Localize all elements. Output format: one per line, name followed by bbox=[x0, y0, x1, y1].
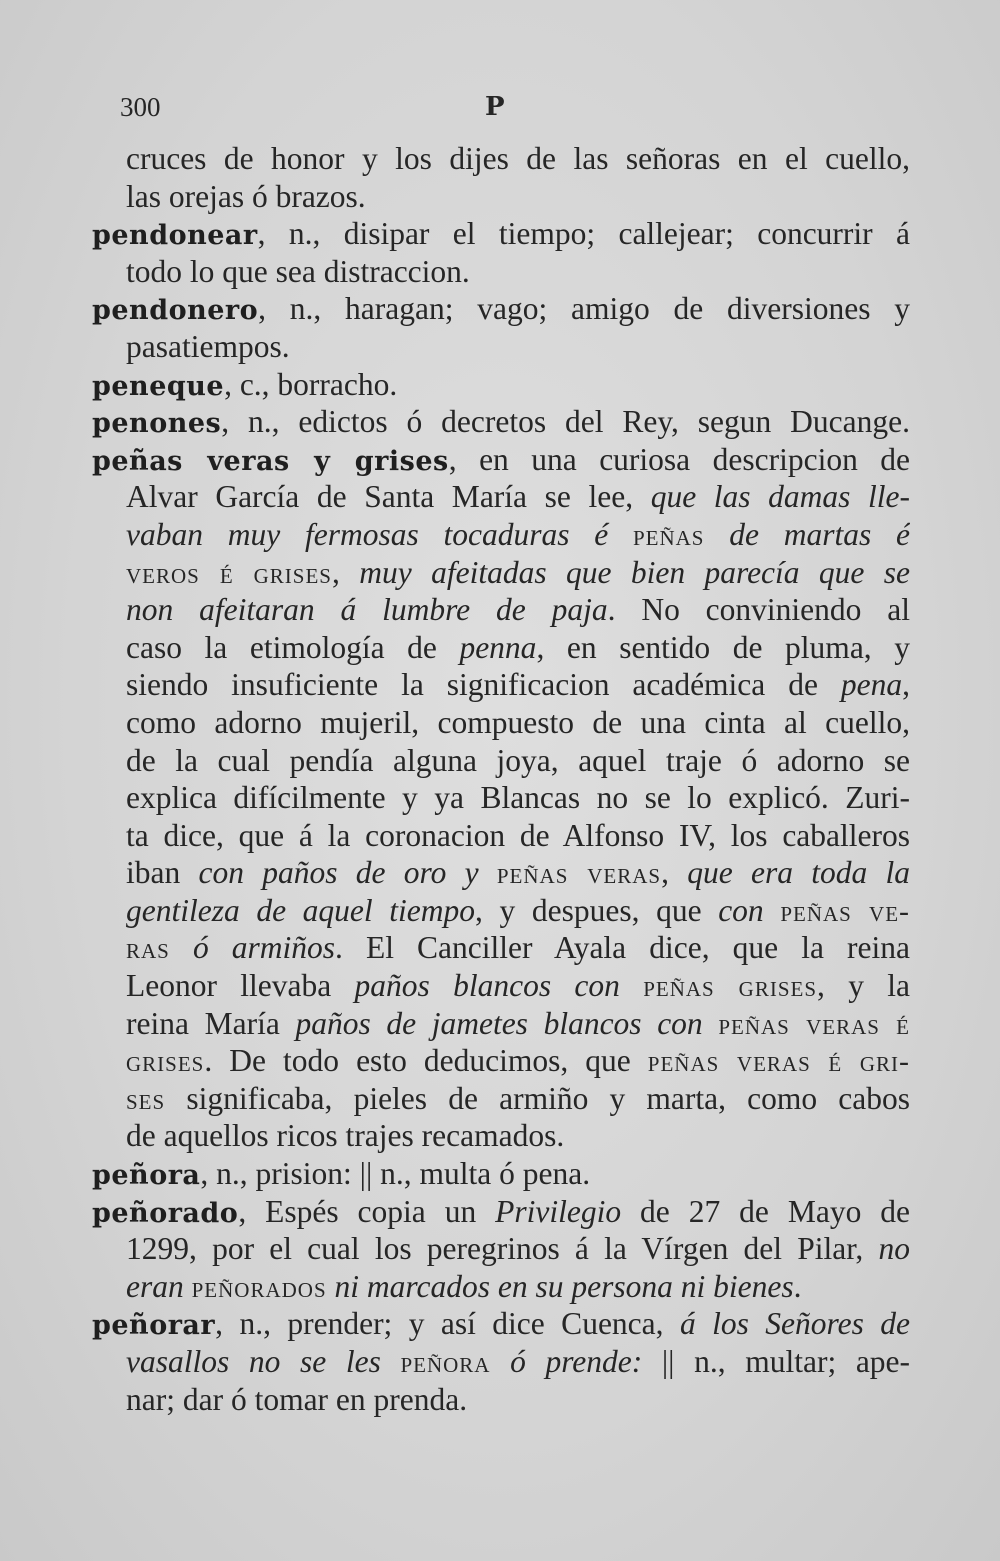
text-line: grises. De todo esto deducimos, que peñas veras é gri- bbox=[126, 1043, 910, 1079]
text-line: cruces de honor y los dijes de las señoras en el cuello, bbox=[126, 141, 910, 176]
text-line: Leonor llevaba paños blancos con peñas grises, y la bbox=[126, 968, 910, 1004]
headword: penones bbox=[92, 408, 222, 440]
text-line: las orejas ó brazos. bbox=[126, 178, 366, 214]
text-line: ras ó armiños. El Canciller Ayala dice, que la reina bbox=[126, 930, 910, 966]
text-line: pasatiempos. bbox=[126, 328, 290, 364]
text-line: nar; dar ó tomar en prenda. bbox=[126, 1381, 468, 1417]
headword: pendonero bbox=[92, 295, 259, 327]
entry-penones: penones, n., edictos ó decretos del Rey, segun Ducange. bbox=[92, 404, 910, 440]
entry-penas-veras-y-grises: peñas veras y grises, en una curiosa descripcion de bbox=[92, 441, 910, 477]
text-line: non afeitaran á lumbre de paja. No conviniendo al bbox=[126, 592, 910, 628]
text-line: gentileza de aquel tiempo, y despues, que con peñas ve- bbox=[126, 892, 910, 928]
text-line: todo lo que sea distraccion. bbox=[126, 253, 470, 289]
text-line: reina María paños de jametes blancos con peñas veras é bbox=[126, 1005, 910, 1041]
headword: peñora bbox=[92, 1160, 201, 1192]
text-line: 1299, por el cual los peregrinos á la Vírgen del Pilar, no bbox=[126, 1231, 910, 1267]
dictionary-text bbox=[92, 140, 910, 1418]
section-letter: P bbox=[485, 92, 505, 122]
entry-pendonear: pendonear, n., disipar el tiempo; callejear; concurrir á bbox=[92, 216, 910, 252]
entry-penora: peñora, n., prision: || n., multa ó pena. bbox=[92, 1156, 591, 1192]
headword: peñas veras y grises bbox=[92, 445, 449, 477]
text-line: eran peñorados ni marcados en su persona ni bienes. bbox=[126, 1268, 802, 1304]
entry-peneque: peneque, c., borracho. bbox=[92, 366, 398, 402]
text-line: de aquellos ricos trajes recamados. bbox=[126, 1118, 565, 1154]
text-line: vasallos no se les peñora ó prende: || n., multar; ape- bbox=[126, 1344, 910, 1379]
text-line: ses significaba, pieles de armiño y marta, como cabos bbox=[126, 1080, 910, 1116]
entry-penorado: peñorado, Espés copia un Privilegio de 27 de Mayo de bbox=[92, 1193, 910, 1229]
headword: peñorado bbox=[92, 1197, 239, 1229]
text-line: como adorno mujeril, compuesto de una cinta al cuello, bbox=[126, 704, 910, 740]
entry-pendonero: pendonero, n., haragan; vago; amigo de diversiones y bbox=[92, 291, 910, 327]
text-line: vaban muy fermosas tocaduras é peñas de martas é bbox=[126, 516, 910, 552]
text-line: ta dice, que á la coronacion de Alfonso IV, los caballeros bbox=[126, 817, 910, 853]
text-line: veros é grises, muy afeitadas que bien parecía que se bbox=[126, 554, 910, 590]
text-line: explica difícilmente y ya Blancas no se lo explicó. Zuri- bbox=[126, 780, 910, 816]
page-header bbox=[120, 92, 880, 128]
text-line: Alvar García de Santa María se lee, que las damas lle- bbox=[126, 479, 910, 515]
headword: peñorar bbox=[92, 1310, 216, 1342]
page-number: 300 bbox=[120, 92, 161, 122]
headword: pendonear bbox=[92, 220, 258, 252]
text-line: siendo insuficiente la significacion académica de pena, bbox=[126, 667, 910, 703]
text-line: caso la etimología de penna, en sentido de pluma, y bbox=[126, 629, 910, 665]
text-line: de la cual pendía alguna joya, aquel traje ó adorno se bbox=[126, 742, 910, 778]
entry-penorar: peñorar, n., prender; y así dice Cuenca, á los Señores de bbox=[92, 1306, 910, 1342]
headword: peneque bbox=[92, 370, 225, 402]
text-line: iban con paños de oro y peñas veras, que era toda la bbox=[126, 855, 910, 891]
